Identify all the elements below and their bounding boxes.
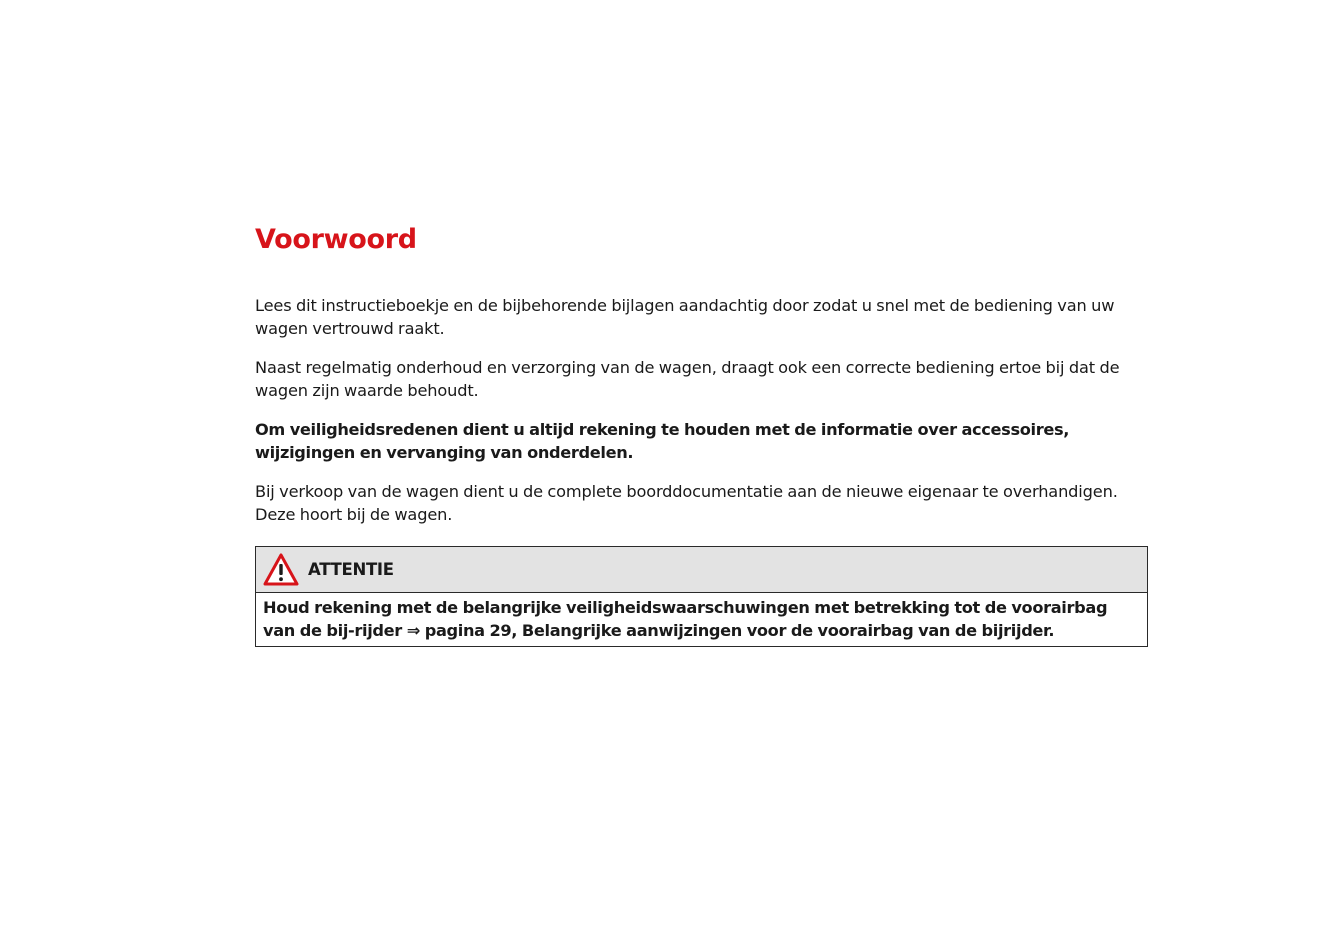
warning-triangle-icon <box>263 553 299 586</box>
warning-body: Houd rekening met de belangrijke veiligheidswaarschuwingen met betrekking tot de voorairbag van de bij-rijder ⇒ pagina 29, Belangrijke aanwijzingen voor de voorairbag van de bijrijder. <box>263 598 1108 640</box>
paragraph-sale: Bij verkoop van de wagen dient u de complete boorddocumentatie aan de nieuwe eigenaar te overhandigen. Deze hoort bij de wagen. <box>255 482 1118 524</box>
page-title: Voorwoord <box>255 224 417 255</box>
paragraph-maintenance: Naast regelmatig onderhoud en verzorging van de wagen, draagt ook een correcte bediening ertoe bij dat de wagen zijn waarde behoudt. <box>255 358 1120 400</box>
warning-box <box>255 546 1148 647</box>
warning-title: ATTENTIE <box>308 560 394 579</box>
paragraph-intro: Lees dit instructieboekje en de bijbehorende bijlagen aandachtig door zodat u snel met de bediening van uw wagen vertrouwd raakt. <box>255 296 1115 338</box>
warning-header <box>256 547 1147 593</box>
foreword-page <box>255 222 1148 647</box>
paragraph-safety: Om veiligheidsredenen dient u altijd rekening te houden met de informatie over accessoires, wijzigingen en vervanging van onderdelen. <box>255 420 1070 462</box>
